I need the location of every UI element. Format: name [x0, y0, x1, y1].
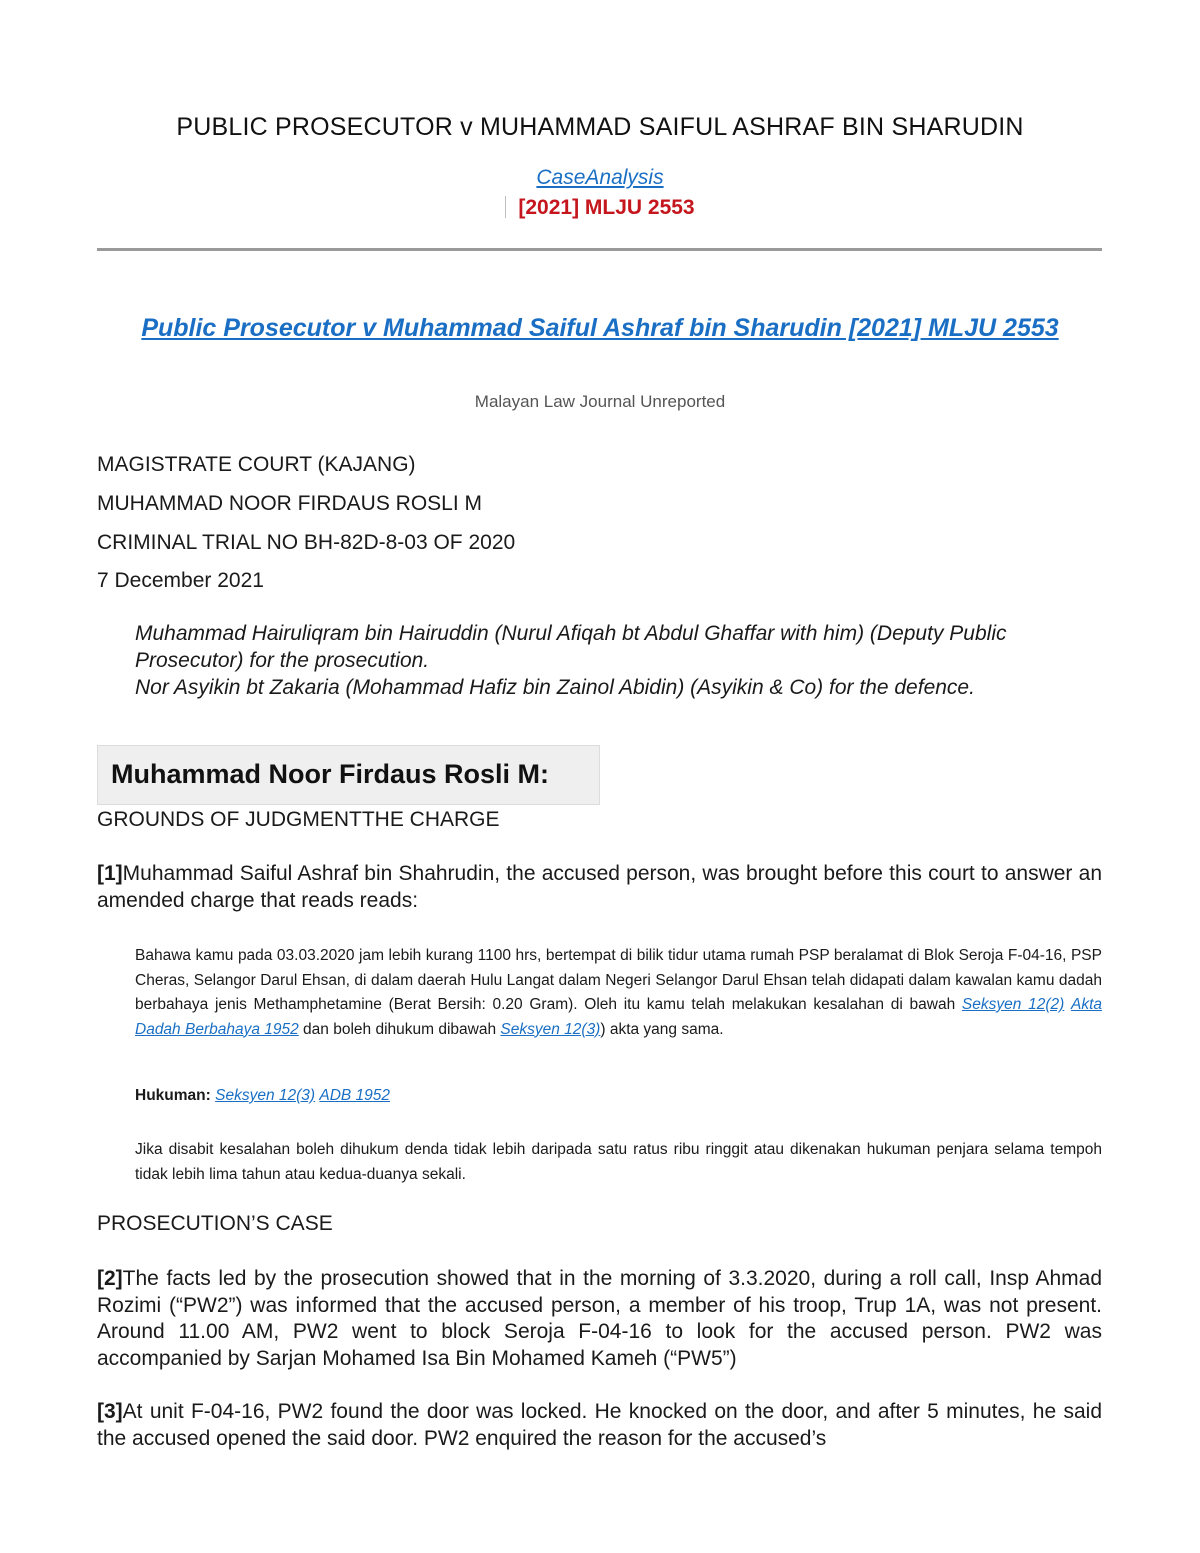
journal-name: Malayan Law Journal Unreported	[474, 392, 726, 411]
paragraph-2	[97, 1266, 1102, 1372]
hukuman-label: Hukuman:	[135, 1087, 211, 1104]
paragraph-text: The facts led by the prosecution showed that in the morning of 3.3.2020, during a roll call, Insp Ahmad Rozimi (“PW2”) was informed that the accused person, a member of his troop, Trup 1A, was not present. Around 11.00 AM, PW2 went to block Seroja F-04-16 to look for the accused person. PW2 was accompanied by Sarjan Mohamed Isa Bin Mohamed Kameh (“PW5”)	[97, 1267, 1102, 1370]
counsel-block	[135, 620, 1095, 701]
document-title: PUBLIC PROSECUTOR v MUHAMMAD SAIFUL ASHRAF BIN SHARUDIN	[176, 113, 1024, 141]
charge-text	[135, 944, 1102, 1042]
charge-text-part: Bahawa kamu pada 03.03.2020 jam lebih kurang 1100 hrs, bertempat di bilik tidur utama rumah PSP beralamat di Blok Seroja F-04-16, PSP Cheras, Selangor Darul Ehsan, di dalam daerah Hulu Langat dalam Negeri Selangor Darul Ehsan telah didapati dalam kawalan kamu dadah berbahaya jenis Methamphetamine (Berat Bersih: 0.20 Gram). Oleh itu kamu telah melakukan kesalahan di bawah	[135, 947, 1102, 1013]
charge-text-part: dan boleh dihukum dibawah	[298, 1020, 501, 1038]
judge-line: MUHAMMAD NOOR FIRDAUS ROSLI M	[97, 492, 483, 515]
akta-dadah-link[interactable]: Akta Dadah Berbahaya 1952	[135, 996, 1102, 1038]
case-analysis-link[interactable]: CaseAnalysis	[536, 166, 664, 189]
counsel-prosecution: Muhammad Hairuliqram bin Hairuddin (Nurul Afiqah bt Abdul Ghaffar with him) (Deputy Public Prosecutor) for the prosecution.	[135, 622, 1007, 672]
hukuman-line	[135, 1087, 390, 1105]
judgment-date: 7 December 2021	[97, 569, 264, 592]
citation-divider	[505, 196, 506, 218]
header-rule	[97, 248, 1102, 251]
citation-line	[0, 196, 1200, 220]
paragraph-1	[97, 861, 1102, 914]
penalty-text: Jika disabit kesalahan boleh dihukum denda tidak lebih daripada satu ratus ribu ringgit atau dikenakan hukuman penjara selama tempoh tidak lebih lima tahun atau kedua-duanya sekali.	[135, 1141, 1102, 1183]
paragraph-number: [2]	[97, 1267, 123, 1290]
paragraph-number: [1]	[97, 862, 123, 885]
section-heading-charge: GROUNDS OF JUDGMENTTHE CHARGE	[97, 808, 500, 831]
charge-text-part: ) akta yang sama.	[600, 1020, 724, 1038]
case-heading-link[interactable]: Public Prosecutor v Muhammad Saiful Ashraf bin Sharudin [2021] MLJU 2553	[141, 314, 1059, 342]
trial-number: CRIMINAL TRIAL NO BH-82D-8-03 OF 2020	[97, 531, 516, 554]
paragraph-text: At unit F-04-16, PW2 found the door was locked. He knocked on the door, and after 5 minutes, he said the accused opened the said door. PW2 enquired the reason for the accused’s	[97, 1400, 1102, 1450]
paragraph-3	[97, 1399, 1102, 1452]
paragraph-text: Muhammad Saiful Ashraf bin Shahrudin, the accused person, was brought before this court to answer an amended charge that reads reads:	[97, 862, 1102, 912]
hukuman-seksyen-link[interactable]: Seksyen 12(3)	[215, 1087, 316, 1104]
counsel-defence: Nor Asyikin bt Zakaria (Mohammad Hafiz bin Zainol Abidin) (Asyikin & Co) for the defence.	[135, 676, 975, 699]
hukuman-adb-link[interactable]: ADB 1952	[319, 1087, 391, 1104]
judge-heading: Muhammad Noor Firdaus Rosli M:	[111, 759, 550, 789]
seksyen-12-2-link[interactable]: Seksyen 12(2)	[961, 996, 1065, 1013]
section-heading-prosecution: PROSECUTION’S CASE	[97, 1212, 333, 1235]
court-name: MAGISTRATE COURT (KAJANG)	[97, 453, 416, 476]
judge-heading-box	[97, 745, 600, 805]
paragraph-number: [3]	[97, 1400, 123, 1423]
case-citation: [2021] MLJU 2553	[518, 196, 695, 219]
seksyen-12-3-link[interactable]: Seksyen 12(3)	[500, 1020, 601, 1038]
